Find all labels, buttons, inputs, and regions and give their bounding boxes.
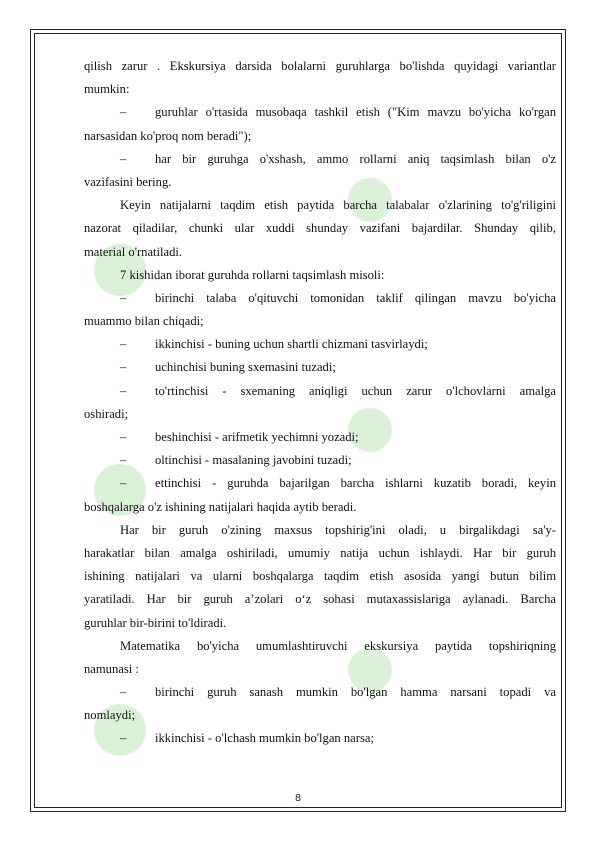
- dash-bullet: –: [120, 337, 127, 352]
- text-line: oshiradi;: [84, 406, 129, 421]
- text-line: 7 kishidan iborat guruhda rollarni taqsimlash misoli:: [120, 267, 385, 282]
- text-line: boshqalarga o'z ishining natijalari haqida aytib beradi.: [84, 499, 357, 514]
- text-line: narsasidan ko'proq nom beradi");: [84, 128, 252, 143]
- list-item: – oltinchisi - masalaning javobini tuzadi;: [84, 449, 556, 472]
- text-line: yaratiladi. Har bir guruh a’zolari o‘z sohasi mutaxassislariga aylanadi. Barcha: [84, 592, 556, 607]
- document-body: [84, 55, 556, 751]
- list-item: – ikkinchisi - buning uchun shartli chizmani tasvirlaydi;: [84, 333, 556, 356]
- dash-bullet: –: [120, 453, 127, 468]
- text-line: namunasi :: [84, 661, 139, 676]
- list-item: – uchinchisi buning sxemasini tuzadi;: [84, 356, 556, 379]
- text-line: guruhlar bir-birini to'ldiradi.: [84, 615, 227, 630]
- list-item: – ikkinchisi - o'lchash mumkin bo'lgan narsa;: [84, 727, 556, 750]
- text-line: Matematika bo'yicha umumlashtiruvchi ekskursiya paytida topshiriqning: [120, 638, 556, 653]
- text-line: muammo bilan chiqadi;: [84, 314, 204, 329]
- page-number: 8: [294, 793, 302, 804]
- dash-bullet: –: [120, 430, 127, 444]
- text-line: harakatlar bilan amalga oshiriladi, umumiy natija uchun ishlaydi. Har bir guruh: [84, 545, 556, 560]
- dash-bullet: –: [120, 151, 127, 166]
- list-item: – beshinchisi - arifmetik yechimni yozadi;: [84, 426, 556, 449]
- list-item: – ettinchisi - guruhda bajarilgan barcha ishlarni kuzatib boradi, keyin: [84, 472, 556, 495]
- dash-bullet: –: [120, 360, 127, 375]
- dash-bullet: –: [120, 290, 127, 305]
- list-item: – har bir guruhga o'xshash, ammo rollarni aniq taqsimlash bilan o'z: [84, 148, 556, 171]
- text-line: material o'rnatiladi.: [84, 244, 183, 259]
- text-line: mumkin:: [84, 82, 130, 97]
- dash-bullet: –: [120, 383, 127, 398]
- dash-bullet: –: [120, 731, 127, 746]
- text-line: Keyin natijalarni taqdim etish paytida barcha talabalar o'zlarining to'g'riligini: [120, 198, 556, 213]
- text-line: nomlaydi;: [84, 708, 136, 723]
- text-line: qilish zarur . Ekskursiya darsida bolalarni guruhlarga bo'lishda quyidagi variantlar: [84, 59, 556, 73]
- text-line: Har bir guruh o'zining maxsus topshirig'ini oladi, u birgalikdagi sa'y-: [120, 522, 556, 537]
- text-line: ishining natijalari va ularni boshqalarga taqdim etish asosida yangi butun bilim: [84, 569, 556, 584]
- list-item: – birinchi guruh sanash mumkin bo'lgan hamma narsani topadi va: [84, 681, 556, 704]
- text-line: vazifasini bering.: [84, 174, 172, 189]
- dash-bullet: –: [120, 105, 127, 120]
- list-item: – birinchi talaba o'qituvchi tomonidan taklif qilingan mavzu bo'yicha: [84, 287, 556, 310]
- list-item: – to'rtinchisi - sxemaning aniqligi uchun zarur o'lchovlarni amalga: [84, 380, 556, 403]
- list-item: – guruhlar o'rtasida musobaqa tashkil etish ("Kim mavzu bo'yicha ko'rgan: [84, 101, 556, 124]
- text-line: nazorat qiladilar, chunki ular xuddi shunday vazifani bajardilar. Shunday qilib,: [84, 221, 556, 236]
- dash-bullet: –: [120, 476, 127, 491]
- dash-bullet: –: [120, 685, 127, 700]
